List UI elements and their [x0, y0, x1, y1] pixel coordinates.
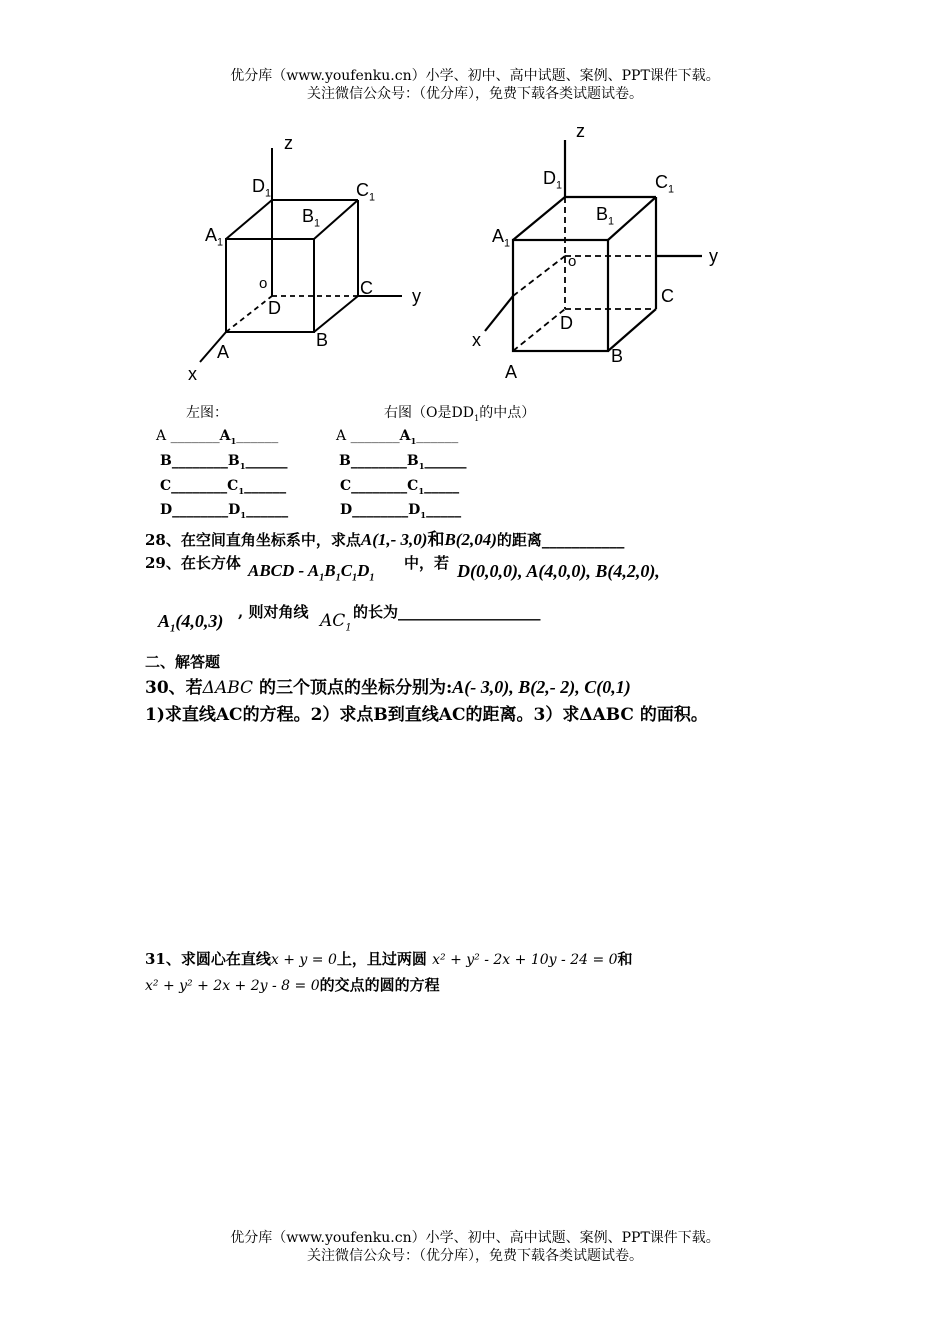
right-b1-label: $B_1$	[596, 204, 615, 228]
left-d1-label: $D_1$	[252, 176, 272, 200]
left-a1-label: $A_1$	[205, 225, 224, 249]
right-b-label: B	[611, 346, 624, 366]
right-a-label: A	[505, 362, 518, 382]
answer-row-a-right: A $\_\_\_\_\_\_\_A_1\_\_\_\_\_\_$	[336, 428, 459, 446]
left-y-label: y	[412, 286, 421, 306]
right-c-label: C	[661, 286, 674, 306]
left-c1-label: $C_1$	[356, 180, 376, 204]
answer-row-b-right: $B\_\_\_\_\_\_\_\_B_1\_\_\_\_\_\_$	[339, 453, 467, 471]
answer-row-d-right: $D\_\_\_\_\_\_\_\_D_1\_\_\_\_\_$	[340, 502, 462, 520]
footer-line-1: 优分库（www.youfenku.cn）小学、初中、高中试题、案例、PPT课件下载。	[230, 1230, 720, 1246]
answer-row-c-left: $C\_\_\_\_\_\_\_\_C_1\_\_\_\_\_\_$	[160, 478, 287, 496]
left-b1-label: $B_1$	[302, 206, 321, 230]
header-line-2: 关注微信公众号：（优分库），免费下载各类试题试卷。	[307, 86, 643, 102]
question-29-coords: D(0,0,0), A(4,0,0), B(4,2,0),	[457, 561, 660, 581]
right-y-label: y	[709, 246, 718, 266]
question-31-line-2: x² + y² + 2x + 2y - 8 = 0的交点的圆的方程	[145, 976, 440, 994]
question-30-line-1: 30、若ΔABC 的三个顶点的坐标分别为:A(- 3,0), B(2,- 2), C(0,1)	[145, 677, 631, 698]
question-29-label: 29、在长方体	[145, 554, 241, 572]
question-29-suffix: 的长为___________________	[353, 603, 541, 621]
answer-row-b-left: $B\_\_\_\_\_\_\_\_B_1\_\_\_\_\_\_$	[160, 453, 288, 471]
right-x-label: x	[472, 330, 481, 350]
header-line-1: 优分库（www.youfenku.cn）小学、初中、高中试题、案例、PPT课件下载。	[230, 68, 720, 84]
left-x-label: x	[188, 364, 197, 384]
question-29-mid: 中，若	[404, 554, 450, 572]
left-o-label: o	[259, 275, 268, 292]
answer-row-a-left: A $\_\_\_\_\_\_\_A_1\_\_\_\_\_\_$	[156, 428, 279, 446]
right-a1-label: $A_1$	[492, 226, 511, 250]
right-z-label: z	[576, 121, 585, 141]
right-d1-label: $D_1$	[543, 168, 563, 192]
left-b-label: B	[316, 330, 329, 350]
left-a-label: A	[217, 342, 230, 362]
right-c1-label: $C_1$	[655, 172, 675, 196]
question-29-ac: $AC_1$	[320, 611, 352, 634]
section-heading: 二、解答题	[145, 653, 221, 671]
footer-line-2: 关注微信公众号：（优分库），免费下载各类试题试卷。	[307, 1248, 643, 1264]
question-30-line-2: 1)求直线AC的方程。2）求点B到直线AC的距离。3）求ΔABC 的面积。	[145, 705, 708, 725]
left-d-label: D	[268, 298, 281, 318]
right-cube-figure	[470, 125, 730, 385]
right-caption: 右图（O是$DD_1$的中点）	[384, 405, 536, 423]
left-caption: 左图：	[186, 405, 228, 421]
left-z-label: z	[284, 133, 293, 153]
answer-row-d-left: $D\_\_\_\_\_\_\_\_D_1\_\_\_\_\_\_$	[160, 502, 289, 520]
question-29-box: ABCD - $A_1B_1C_1D_1$	[248, 561, 375, 584]
left-c-label: C	[360, 278, 373, 298]
question-29-a1: $A_1(4,0,3)$	[158, 611, 224, 635]
question-31-line-1: 31、求圆心在直线x + y = 0上，且过两圆 x² + y² - 2x + 10y - 24 = 0和	[145, 950, 633, 968]
answer-row-c-right: $C\_\_\_\_\_\_\_\_C_1\_\_\_\_\_$	[340, 478, 460, 496]
question-29-diag: , 则对角线	[238, 603, 309, 621]
right-o-label: o	[568, 253, 577, 270]
right-d-label: D	[560, 313, 573, 333]
question-28: 28、在空间直角坐标系中，求点A(1,- 3,0)和B(2,04)的距离___________	[145, 530, 625, 550]
